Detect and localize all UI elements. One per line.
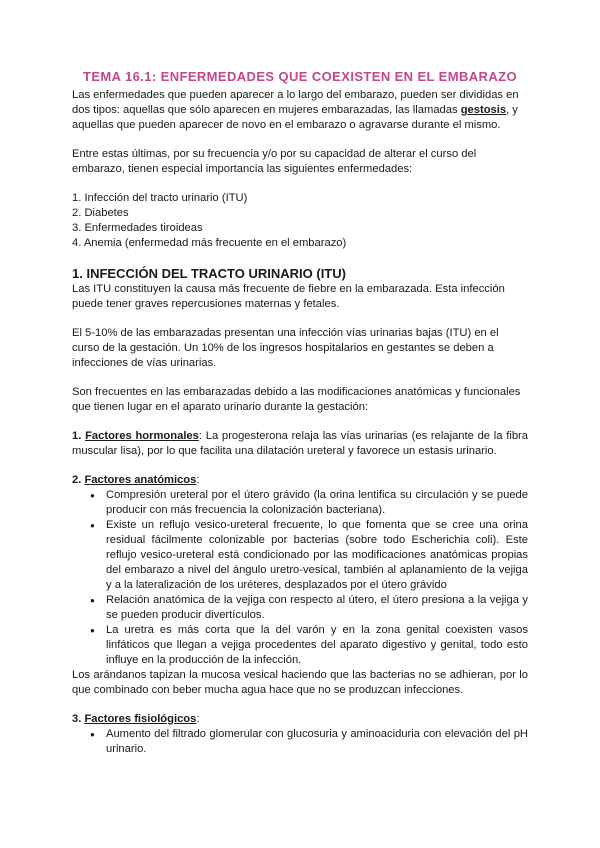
bullet-item: ● Compresión ureteral por el útero grávido (la orina lentifica su circulación y se puede producir con más frecuencia la colonización bacteriana). (106, 488, 528, 518)
factor-text: : La progesterona relaja las vías urinarias (es relajante de la fibra muscular lisa), por lo que facilita una dilatación ureteral y favorece un estasis urinario. (72, 430, 528, 457)
factor-number: 3. (72, 713, 85, 725)
factor-anatomical-heading (72, 473, 528, 488)
document-title: TEMA 16.1: ENFERMEDADES QUE COEXISTEN EN EL EMBARAZO (83, 69, 517, 84)
factor-number: 1. (72, 430, 86, 442)
list-item: 2. Diabetes (72, 207, 129, 219)
factor-number: 2. (72, 474, 85, 486)
intro-paragraph-1 (72, 88, 528, 133)
intro-text-start: Las enfermedades que pueden aparecer a lo largo del embarazo, pueden ser divididas en dos tipos: aquellas que sólo aparecen en mujeres embarazadas, las llamadas (72, 89, 519, 116)
anatomical-bullets (72, 488, 528, 668)
list-item: 4. Anemia (enfermedad más frecuente en el embarazo) (72, 237, 347, 249)
physiological-bullets (72, 727, 528, 757)
cranberry-paragraph: Los arándanos tapizan la mucosa vesical haciendo que las bacterias no se adhieran, por lo que combinado con beber mucha agua hace que no se produzcan infecciones. (72, 669, 528, 696)
gestosis-term: gestosis (460, 104, 507, 116)
intro-text-end: , y aquellas que pueden aparecer de novo en el embarazo o agravarse durante el mismo. (72, 104, 518, 131)
bullet-item: ● Existe un reflujo vesico-ureteral frecuente, lo que fomenta que se cree una orina residual fácilmente colonizable por bacterias (sobre todo Escherichia coli). Este reflujo vesico-ureteral está condicionado por las modificaciones anatómicas propias del embarazo a nivel del ángulo uretro-vesical, también al aplanamiento de la vejiga y a la lateralización de los uréteres, desplazados por el útero grávido (106, 518, 528, 593)
factor-colon: : (196, 713, 200, 725)
document-page (72, 68, 528, 757)
factor-hormonal (72, 429, 528, 459)
bullet-item: ● Relación anatómica de la vejiga con respecto al útero, el útero presiona a la vejiga y se pueden producir divertículos. (106, 593, 528, 623)
factor-colon: : (196, 474, 200, 486)
itu-paragraph-1: Las ITU constituyen la causa más frecuente de fiebre en la embarazada. Esta infección puede tener graves repercusiones maternas y fetales. (72, 283, 505, 310)
list-item: 1. Infección del tracto urinario (ITU) (72, 192, 248, 204)
itu-paragraph-3: Son frecuentes en las embarazadas debido a las modificaciones anatómicas y funcionales que tienen lugar en el aparato urinario durante la gestación: (72, 386, 521, 413)
itu-paragraph-2: El 5-10% de las embarazadas presentan una infección vías urinarias bajas (ITU) en el curso de la gestación. Un 10% de los ingresos hospitalarios en gestantes se deben a infecciones de vías urinarias. (72, 327, 499, 369)
intro-paragraph-2: Entre estas últimas, por su frecuencia y/o por su capacidad de alterar el curso del embarazo, tienen especial importancia las siguientes enfermedades: (72, 148, 477, 175)
factor-title: Factores hormonales (85, 430, 199, 442)
factor-physiological-heading (72, 712, 528, 727)
bullet-item: ● Aumento del filtrado glomerular con glucosuria y aminoaciduria con elevación del pH urinario. (106, 727, 528, 757)
factor-title: Factores anatómicos (84, 474, 197, 486)
section-heading-itu: 1. INFECCIÓN DEL TRACTO URINARIO (ITU) (72, 266, 346, 281)
factor-title: Factores fisiológicos (84, 713, 197, 725)
list-item: 3. Enfermedades tiroideas (72, 222, 203, 234)
disease-list (72, 191, 528, 251)
bullet-item: ● La uretra es más corta que la del varón y en la zona genital coexisten vasos linfáticos que llegan a vejiga procedentes del aparato digestivo y genital, todo esto influye en la producción de la infección. (106, 623, 528, 668)
